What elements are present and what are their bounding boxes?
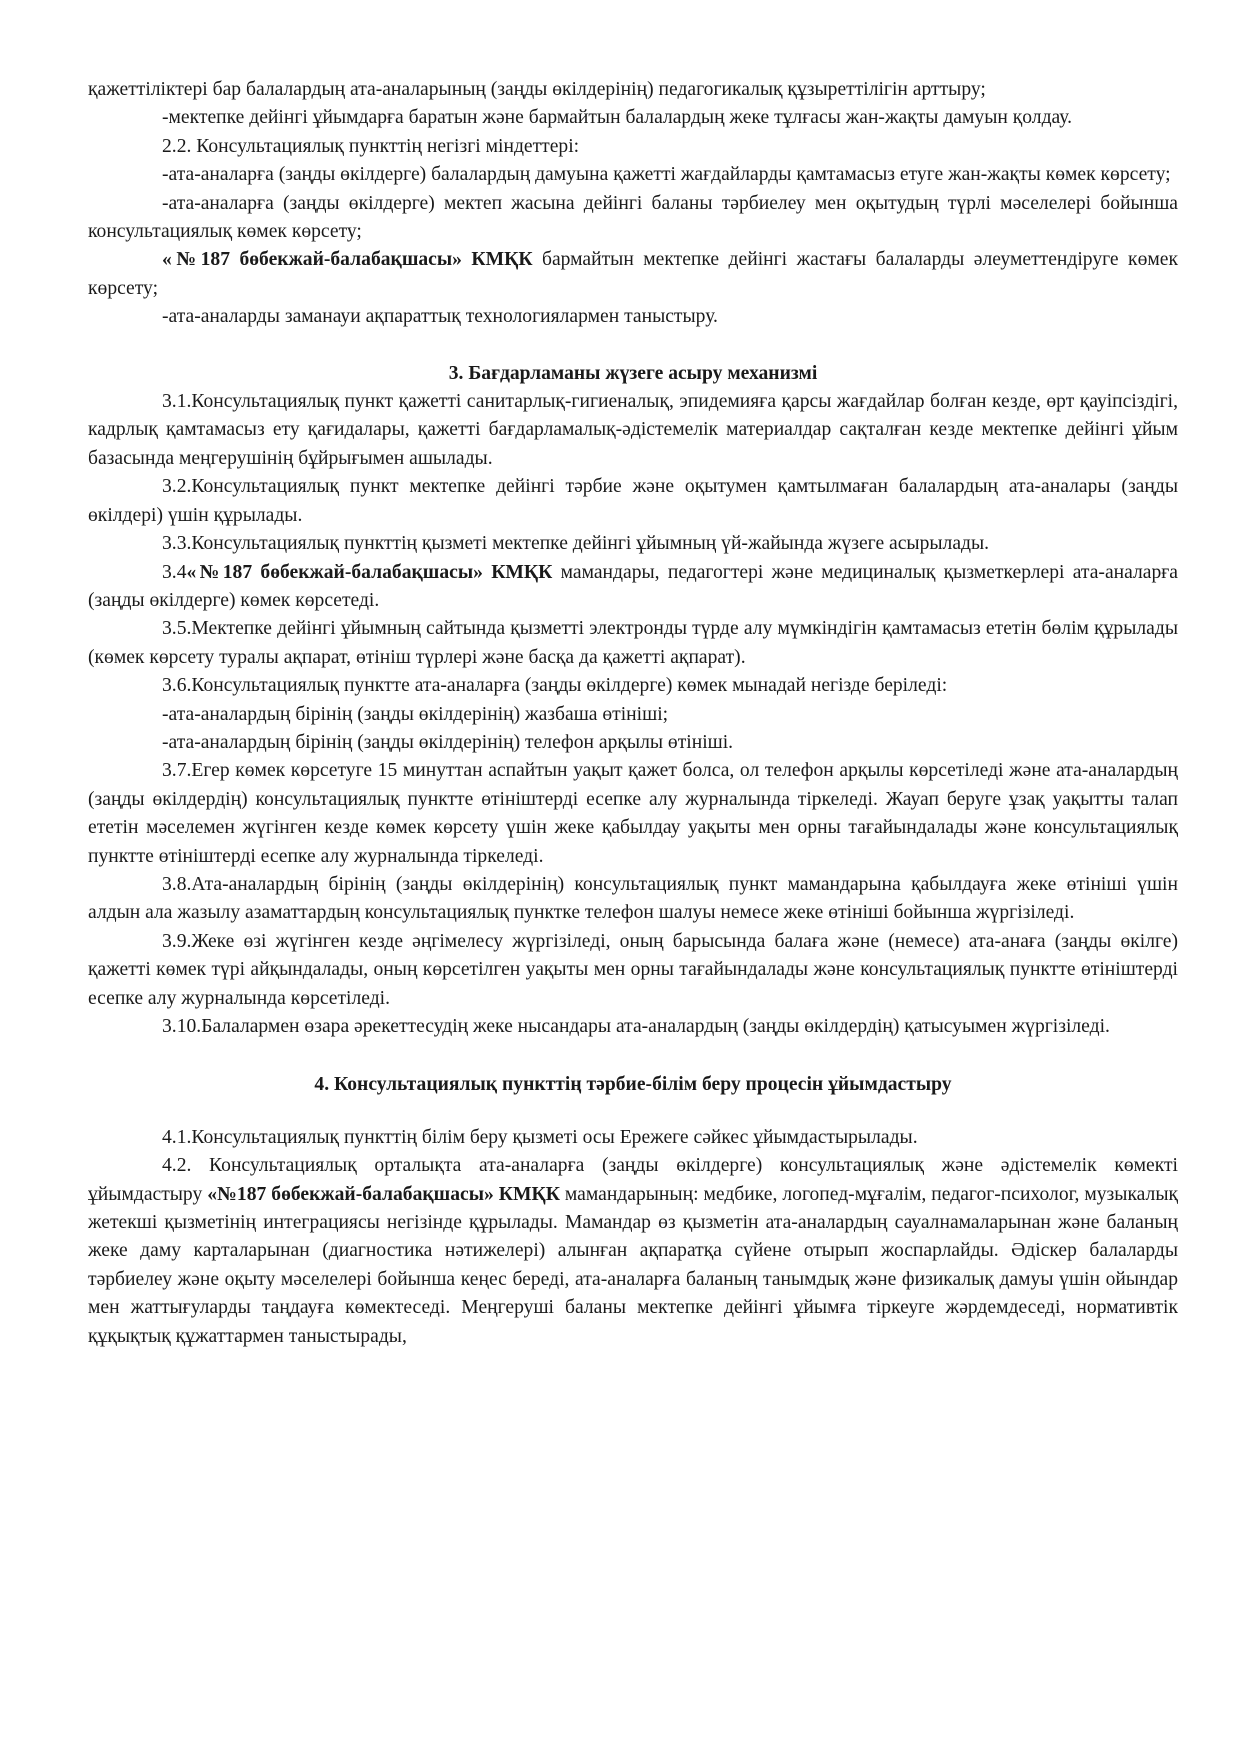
paragraph-3-6-b: -ата-аналардың бірінің (заңды өкілдерінің) телефон арқылы өтініші. (162, 731, 734, 753)
section-3-heading: 3. Бағдарламаны жүзеге асыру механизмі (448, 362, 818, 384)
paragraph-technologies: -ата-аналарды заманауи ақпараттық технологиялармен таныстыру. (162, 306, 718, 328)
paragraph-3-9: 3.9.Жеке өзі жүгінген кезде әңгімелесу жүргізіледі, оның барысында балаға және (немесе) ата-анаға (заңды өкілге) қажетті көмек түрі айқындалады, оның көрсетілген уақыты мен орны тағайындалады және консультациялық пунктте өтініштерді есепке алу журналында көрсетіледі. (88, 930, 1178, 1009)
section-4-heading: 4. Консультациялық пункттің тәрбие-білім беру процесін ұйымдастыру (314, 1074, 952, 1096)
paragraph-3-10: 3.10.Балалармен өзара әрекеттесудің жеке нысандары ата-аналардың (заңды өкілдердің) қатысуымен жүргізіледі. (162, 1016, 1110, 1037)
paragraph-3-4-text: мамандары, педагогтері және медициналық қызметкерлері ата-аналарға (заңды өкілдерге) көмек көрсетеді. (88, 561, 1178, 611)
paragraph-3-4 (88, 559, 1178, 616)
paragraph-3-5: 3.5.Мектепке дейінгі ұйымның сайтында қызметті электронды түрде алу мүмкіндігін қамтамасыз ететін бөлім құрылады (көмек көрсету туралы ақпарат, өтініш түрлері және басқа да қажетті ақпарат). (88, 618, 1178, 668)
paragraph-3-6-a: -ата-аналардың бірінің (заңды өкілдерінің) жазбаша өтініші; (162, 703, 669, 725)
paragraph-3-4-number: 3.4 (162, 561, 187, 583)
org-name: «№187 бөбекжай-балабақшасы» КМҚК (162, 249, 533, 271)
paragraph-3-2: 3.2.Консультациялық пункт мектепке дейінгі тәрбие және оқытумен қамтылмаған балалардың ата-аналары (заңды өкілдері) үшін құрылады. (88, 476, 1178, 526)
paragraph-3-3: 3.3.Консультациялық пункттің қызметі мектепке дейінгі ұйымның үй-жайында жүзеге асырылады. (162, 533, 990, 555)
paragraph-4-2-start: 4.2. Консультациялық орталықта ата-аналарға (заңды өкілдерге) консультациялық және әдістемелік көмекті ұйымдастыру (88, 1155, 1178, 1205)
paragraph-4-1: 4.1.Консультациялық пункттің білім беру қызметі осы Ережеге сәйкес ұйымдастырылады. (162, 1126, 918, 1148)
paragraph-socialization (88, 246, 1178, 303)
paragraph-socialization-text: бармайтын мектепке дейінгі жастағы балаларды әлеуметтендіруге көмек көрсету; (88, 249, 1178, 299)
paragraph-help-2: -ата-аналарға (заңды өкілдерге) мектеп жасына дейінгі баланы тәрбиелеу мен оқытудың түрлі мәселелері бойынша консультациялық көмек көрсету; (88, 192, 1178, 243)
paragraph-3-8: 3.8.Ата-аналардың бірінің (заңды өкілдерінің) консультациялық пункт мамандарына қабылдауға жеке өтініші үшін алдын ала жазылу азаматтардың консультациялық пунктке телефон шалуы немесе жеке өтініші бойынша жүргізіледі. (88, 873, 1178, 924)
org-name: «№187 бөбекжай-балабақшасы» КМҚК (186, 561, 553, 583)
paragraph-help-1: -ата-аналарға (заңды өкілдерге) балалардың дамуына қажетті жағдайларды қамтамасыз етуге жан-жақты көмек көрсету; (162, 164, 1171, 186)
paragraph-support: -мектепке дейінгі ұйымдарға баратын және бармайтын балалардың жеке тұлғасы жан-жақты дамуын қолдау. (162, 107, 1072, 129)
paragraph-4-2 (88, 1152, 1178, 1351)
paragraph-3-6: 3.6.Консультациялық пунктте ата-аналарға (заңды өкілдерге) көмек мынадай негізде беріледі: (162, 675, 948, 697)
paragraph-2-2: 2.2. Консультациялық пункттің негізгі міндеттері: (162, 135, 580, 157)
paragraph-4-2-text: мамандарының: медбике, логопед-мұғалім, педагог-психолог, музыкалық жетекші қызметінің интеграциясы негізінде құрылады. Мамандар өз қызметін ата-аналардың сауалнамаларынан және баланың жеке даму карталарынан (диагностика нәтижелері) алынған ақпаратқа сүйене отырып жоспарлайды. Әдіскер балаларды тәрбиелеу және оқыту мәселелері бойынша кеңес береді, ата-аналарға баланың танымдық және физикалық дамуы үшін ойындар мен жаттығуларды таңдауға көмектеседі. Меңгеруші баланы мектепке дейінгі ұйымға тіркеуге жәрдемдеседі, нормативтік құқықтық құжаттармен таныстырады, (88, 1183, 1178, 1347)
paragraph-3-7: 3.7.Егер көмек көрсетуге 15 минуттан аспайтын уақыт қажет болса, ол телефон арқылы көрсетіледі және ата-аналардың (заңды өкілдердің) консультациялық пунктте өтініштерді есепке алу журналында тіркеледі. Жауап беруге ұзақ уақытты талап ететін мәселемен жүгінген кезде көмек көрсету үшін жеке қабылдау уақыты мен орны тағайындалады және консультациялық пунктте өтініштерді есепке алу журналында тіркеледі. (88, 760, 1178, 867)
paragraph-2-1-continuation: қажеттіліктері бар балалардың ата-аналарының (заңды өкілдерінің) педагогикалық құзыреттілігін арттыру; (88, 79, 986, 100)
paragraph-3-1: 3.1.Консультациялық пункт қажетті санитарлық-гигиеналық, эпидемияға қарсы жағдайлар болған кезде, өрт қауіпсіздігі, кадрлық қамтамасыз ету қағидалары, қажетті бағдарламалық-әдістемелік материалдар сақталған кезде мектепке дейінгі ұйым базасында меңгерушінің бұйрығымен ашылады. (88, 391, 1178, 469)
org-name: «№187 бөбекжай-балабақшасы» КМҚК (207, 1183, 560, 1205)
